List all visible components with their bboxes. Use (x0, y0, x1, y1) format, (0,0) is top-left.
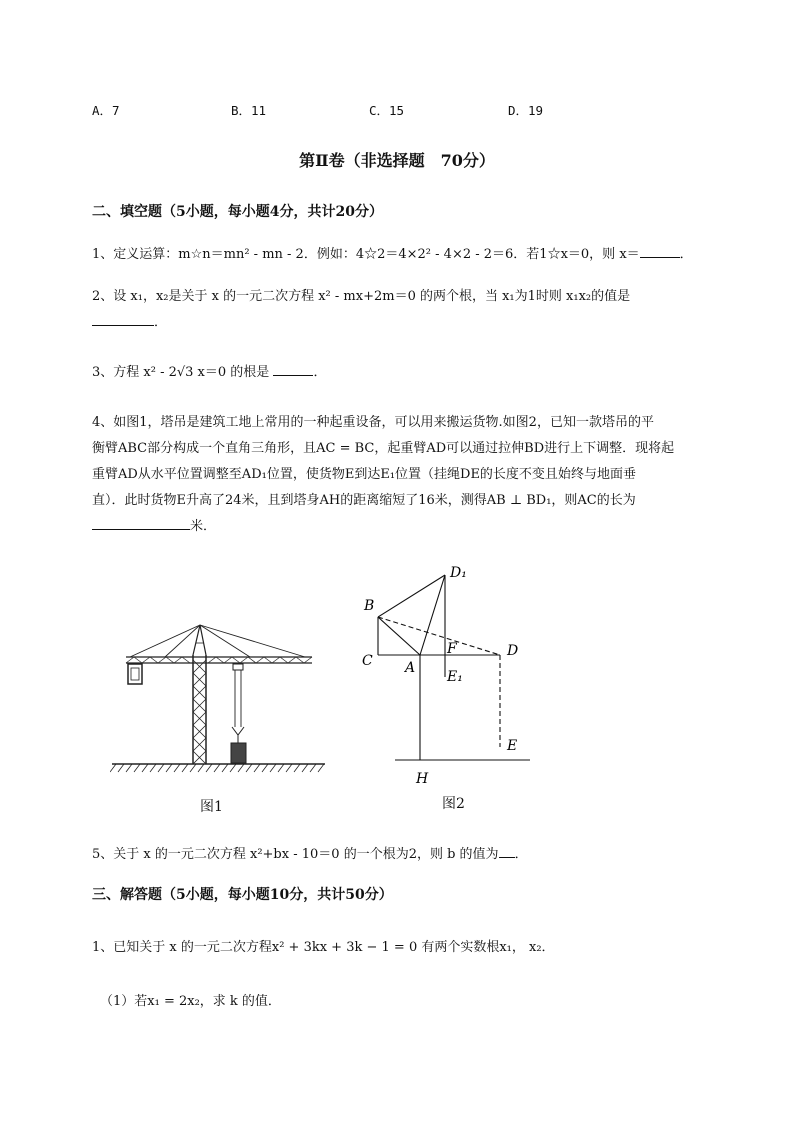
figure-2-caption: 图2 (442, 796, 465, 812)
q1-definition: m☆n＝mn² - mn - 2．例如：4☆2＝4×2² - 4×2 - 2＝6．若1☆x＝0，则 x＝ (178, 247, 640, 262)
question-2-2-line1: 2、设 x₁，x₂是关于 x 的一元二次方程 x² - mx+2m＝0 的两个根，当 x₁为1时则 x₁x₂的值是 (92, 289, 631, 304)
q1-end: ． (679, 247, 693, 262)
section2-title: 二、填空题（5小题，每小题4分，共计20分） (92, 204, 383, 220)
answer-blank (499, 843, 515, 858)
q1-prefix: 1、定义运算： (92, 247, 179, 262)
q3-text: 3、方程 x² - 2√3 x＝0 的根是 (92, 365, 270, 380)
q5-text: 5、关于 x 的一元二次方程 x²+bx - 10＝0 的一个根为2，则 b 的值为 (92, 847, 499, 862)
q4-end: 米． (190, 519, 217, 534)
q3-end: ． (313, 365, 327, 380)
label-a: A (405, 660, 416, 676)
question-2-4-line3: 重臂AD从水平位置调整至AD₁位置，使货物E到达E₁位置（挂绳DE的长度不变且始终与地面垂 (92, 467, 636, 482)
answer-blank (640, 243, 680, 258)
question-3-1: 1、已知关于 x 的一元二次方程x² + 3kx + 3k − 1 = 0 有两个实数根x₁， x₂． (92, 940, 555, 955)
q2-end: ． (154, 315, 168, 330)
answer-blank (92, 311, 154, 326)
label-e1: E₁ (447, 669, 463, 685)
label-d1: D₁ (450, 565, 467, 581)
label-f: F (447, 641, 457, 657)
option-b: B．11 (231, 103, 267, 118)
figure-2-diagram (350, 555, 550, 795)
option-a: A．7 (92, 103, 120, 118)
label-b: B (364, 598, 375, 614)
volume-title: 第Ⅱ卷（非选择题 70分） (299, 151, 495, 170)
figure-1-crane (110, 615, 330, 775)
q5-end: ． (514, 847, 528, 862)
option-d: D．19 (508, 103, 544, 118)
question-2-4-line2: 衡臂ABC部分构成一个直角三角形，且AC = BC，起重臂AD可以通过拉伸BD进行上下调整．现将起 (92, 441, 675, 456)
question-2-4-line1: 4、如图1，塔吊是建筑工地上常用的一种起重设备，可以用来搬运货物.如图2，已知一款塔吊的平 (92, 415, 654, 430)
question-2-1 (92, 243, 693, 262)
question-2-4-line4: 直）．此时货物E升高了24米，且到塔身AH的距离缩短了16米，测得AB ⊥ BD₁，则AC的长为 (92, 493, 636, 508)
label-d: D (507, 643, 519, 659)
answer-blank (92, 515, 190, 530)
question-3-1-part1: （1）若x₁ = 2x₂，求 k 的值． (100, 994, 281, 1009)
answer-blank (273, 361, 313, 376)
question-2-4-line5 (92, 515, 216, 534)
question-2-3 (92, 361, 326, 380)
question-2-2-line2 (92, 311, 167, 330)
option-c: C．15 (369, 103, 405, 118)
section3-title: 三、解答题（5小题，每小题10分，共计50分） (92, 887, 393, 903)
figure-1-caption: 图1 (200, 799, 223, 815)
question-2-5 (92, 843, 528, 862)
label-c: C (362, 653, 373, 669)
label-e: E (507, 738, 518, 754)
label-h: H (416, 771, 429, 787)
